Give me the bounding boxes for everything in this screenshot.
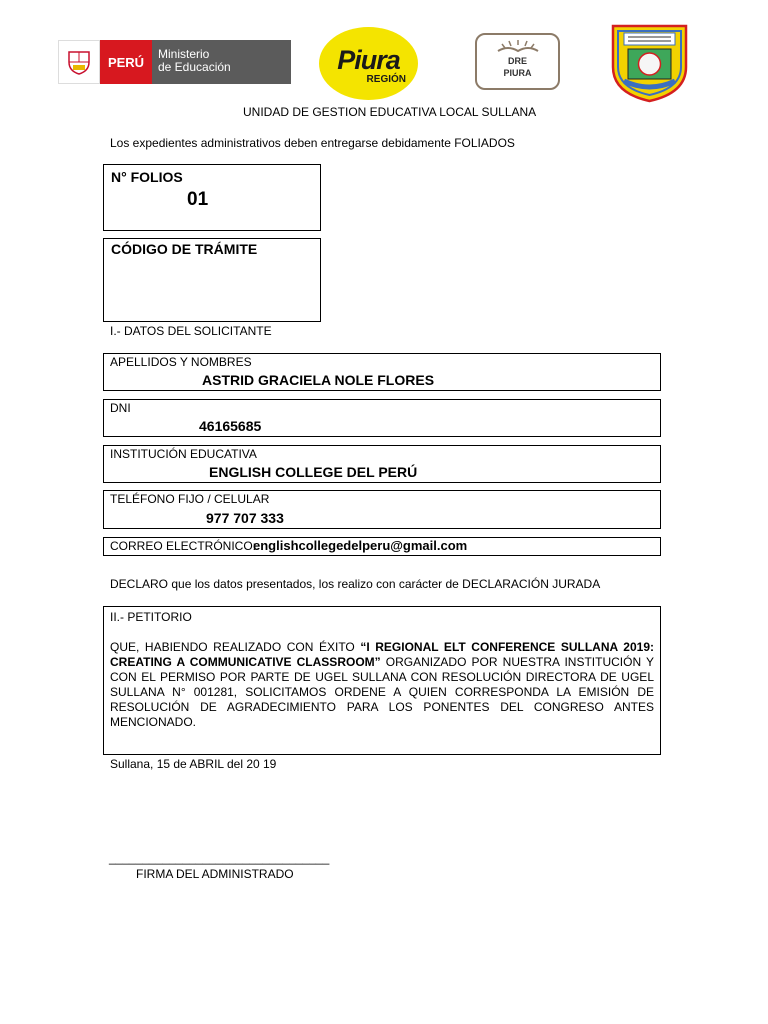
firma-line: _________________________________	[109, 851, 330, 865]
folios-value: 01	[187, 189, 209, 210]
telefono-value: 977 707 333	[206, 510, 284, 526]
telefono-field	[103, 490, 661, 529]
dni-label: DNI	[110, 401, 131, 415]
petitorio-box	[103, 606, 661, 755]
minedu-line2: de Educación	[158, 60, 231, 74]
codigo-tramite-label: CÓDIGO DE TRÁMITE	[111, 241, 258, 257]
institucion-educativa-label: INSTITUCIÓN EDUCATIVA	[110, 447, 257, 461]
peru-coat-of-arms-icon	[58, 40, 100, 84]
document-title: UNIDAD DE GESTION EDUCATIVA LOCAL SULLANA	[243, 105, 537, 119]
correo-field	[103, 537, 661, 556]
petitorio-text	[110, 640, 654, 730]
piura-logo-word: Piura	[337, 45, 400, 75]
apellidos-nombres-value: ASTRID GRACIELA NOLE FLORES	[202, 372, 435, 388]
minedu-peru-label: PERÚ	[100, 40, 152, 84]
piura-region-logo	[319, 27, 418, 100]
dre-piura-logo	[475, 33, 560, 90]
section-datos-solicitante: I.- DATOS DEL SOLICITANTE	[110, 324, 272, 338]
ugel-sullana-shield-logo	[610, 23, 689, 103]
institucion-educativa-value: ENGLISH COLLEGE DEL PERÚ	[209, 464, 418, 480]
fecha-lugar: Sullana, 15 de ABRIL del 20 19	[110, 757, 277, 771]
section-petitorio: II.- PETITORIO	[110, 610, 192, 624]
petitorio-text-part2: ORGANIZADO POR NUESTRA INSTITUCIÓN Y CON EL PERMISO POR PARTE DE UGEL SULLANA CON RESOLUCIÓN DIRECTORA DE UGEL SULLANA N° 001281, SOLICITAMOS ORDENE A QUIEN CORRESPONDA LA EMISIÓN DE RESOLUCIÓN DE AGRADECIMIENTO PARA LOS PONENTES DEL CONGRESO ANTES MENCIONADO.	[110, 655, 654, 729]
apellidos-nombres-label: APELLIDOS Y NOMBRES	[110, 355, 252, 369]
petitorio-text-part1: QUE, HABIENDO REALIZADO CON ÉXITO	[110, 640, 361, 654]
folios-label: N° FOLIOS	[111, 169, 183, 185]
dre-logo-line1: DRE	[507, 56, 527, 66]
correo-value: englishcollegedelperu@gmail.com	[253, 538, 468, 553]
minedu-line1: Ministerio	[158, 47, 210, 61]
minedu-ministry-label	[152, 40, 291, 84]
dni-field	[103, 399, 661, 437]
declaracion-jurada-text: DECLARO que los datos presentados, los realizo con carácter de DECLARACIÓN JURADA	[110, 577, 601, 591]
correo-label: CORREO ELECTRÓNICO:	[110, 539, 257, 553]
foliados-notice: Los expedientes administrativos deben entregarse debidamente FOLIADOS	[110, 136, 515, 150]
open-book-icon	[495, 38, 541, 54]
dni-value: 46165685	[199, 418, 262, 434]
folios-box	[103, 164, 321, 231]
dre-logo-line2: PIURA	[503, 68, 532, 78]
institucion-educativa-field	[103, 445, 661, 483]
codigo-tramite-box	[103, 238, 321, 322]
petitorio-conference-title: “I REGIONAL ELT CONFERENCE SULLANA 2019: CREATING A COMMUNICATIVE CLASSROOM”	[110, 640, 654, 669]
firma-administrado-label: FIRMA DEL ADMINISTRADO	[136, 867, 294, 881]
apellidos-nombres-field	[103, 353, 661, 391]
telefono-label: TELÉFONO FIJO / CELULAR	[110, 492, 270, 506]
piura-logo-region: REGIÓN	[366, 74, 406, 85]
minedu-logo	[58, 40, 291, 84]
